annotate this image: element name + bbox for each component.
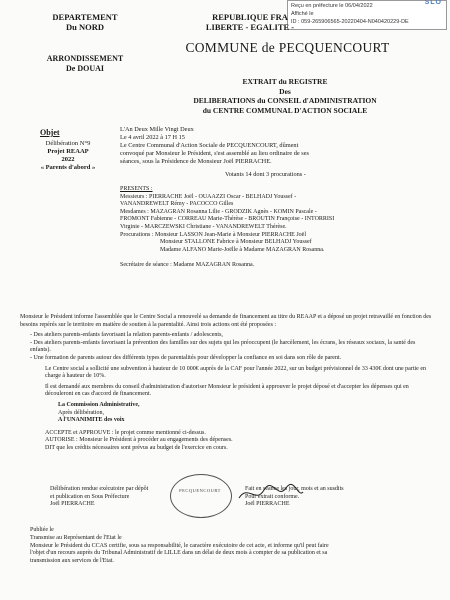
department-title: DEPARTEMENT <box>52 12 118 22</box>
register-extract-heading <box>150 77 420 115</box>
procurations-3: Madame ALFANO Marie-Joëlle à Madame MAZAGRAN Rosanna. <box>160 246 325 253</box>
decision-accepte: ACCEPTE et APPROUVE : le projet comme mentionné ci-dessus. <box>45 429 206 436</box>
body-paragraph-1: Monsieur le Président informe l'assemblée que le Centre Social a renouvelé sa demande de financement au titre du REAAP et a déposé un projet retravaillé en fonction des besoins repérés sur le territoire en matière de soutien à la parentalité. Ainsi trois actions ont été proposées : <box>20 314 432 328</box>
procurations-2: Monsieur STALLONE Fabrice à Monsieur BELHADJ Youssef <box>160 239 312 246</box>
after-deliberation: Après délibération, <box>58 409 104 416</box>
commission-label: La Commission Administrative, <box>58 401 140 408</box>
body-action-2: - Des ateliers parents-enfants favorisant la prévention des familles sur des sujets qui les préoccupent (le harcèlement, les écrans, les réseaux sociaux, la santé des enfants). <box>30 339 416 354</box>
arrondissement-name: De DOUAI <box>66 64 104 73</box>
session-certification <box>245 486 395 509</box>
presents-mesdames-2: FROMONT Fabienne - CORREAU Marie-Thérèse - BROUTIN Françoise - INTORRISI <box>120 216 335 223</box>
intro-text-1: Le Centre Communal d'Action Sociale de PECQUENCOURT, dûment <box>120 142 299 149</box>
attendance-block <box>120 186 430 270</box>
department-block <box>20 12 150 32</box>
footer-certify-3: transmission aux services de l'Etat. <box>30 558 114 565</box>
footer-transmitted: Transmise au Représentant de l'Etat le <box>30 534 122 541</box>
presents-mesdames-3: Virginie - MARCZEWSKI Christiane - VANANDREWELT Thérèse. <box>120 223 287 230</box>
intro-text-2: convoqué par Monsieur le Président, s'est assemblé au lieu ordinaire de ses <box>120 150 309 157</box>
objet-subtitle: « Parents d'abord » <box>40 164 96 171</box>
stamp-line-posted: Affiché le <box>291 11 314 17</box>
extract-line-4: du CENTRE COMMUNAL D'ACTION SOCIALE <box>202 105 368 115</box>
meeting-intro <box>120 126 420 166</box>
stamp-mark: SLO <box>424 0 442 6</box>
republic-title: REPUBLIQUE FRA <box>212 12 288 22</box>
deliberation-body <box>20 314 435 453</box>
decision-autorise: AUTORISE : Monsieur le Président à procéder au engagements des dépenses. <box>45 437 233 444</box>
decision-dit: DIT que les crédits nécessaires sont prévus au budget de l'exercice en cours. <box>45 444 228 451</box>
cert-left-signatory: Joël PIERRACHE <box>50 501 95 507</box>
cert-right-line-1: Fait en séance les jour, mois et an susdits <box>245 486 344 492</box>
intro-year: L'An Deux Mille Vingt Deux <box>120 126 194 133</box>
arrondissement-block <box>20 54 150 74</box>
official-seal <box>170 474 232 518</box>
objet-block <box>22 140 114 172</box>
prefecture-receipt-stamp <box>287 0 447 30</box>
arrondissement-title: ARRONDISSEMENT <box>46 54 124 63</box>
body-action-1: - Des ateliers parents-enfants favorisant la relation parents-enfants / adolescents, <box>30 332 223 339</box>
extract-line-2: Des <box>279 86 291 96</box>
cert-right-line-2: Pour extrait conforme. <box>245 493 300 500</box>
presents-label: PRESENTS : <box>120 186 153 192</box>
extract-line-3: DELIBERATIONS du CONSEIL d'ADMINISTRATION <box>193 96 377 105</box>
objet-year: 2022 <box>61 156 75 163</box>
republic-block <box>190 12 310 32</box>
official-seal-text: PECQUENCOURT <box>179 488 221 493</box>
unanimity: A l'UNANIMITE des voix <box>58 417 125 424</box>
procurations-1: Procurations : Monsieur LASSON Jean-Marie à Monsieur PIERRACHE Joël <box>120 231 306 238</box>
cert-left-line-1: Délibération rendue exécutoire par dépôt <box>50 486 149 492</box>
body-action-3: - Une formation de parents autour des différents types de parentalités pour développer la confiance en soi dans son rôle de parent. <box>30 354 342 361</box>
votants-count: Votants 14 dont 3 procurations - <box>225 171 306 178</box>
republic-motto: LIBERTE - EGALITE - <box>205 22 295 32</box>
footer-certify-2: l'objet d'un recours auprès du Tribunal Administratif de LILLE dans un délai de deux mois à compter de sa publication et sa <box>30 550 328 557</box>
department-name: Du NORD <box>65 22 105 32</box>
cert-left-line-2: et publication en Sous Préfecture <box>50 493 130 500</box>
commune-title: COMMUNE de PECQUENCOURT <box>185 40 390 55</box>
stamp-line-id: ID : 059-265906565-20220404-N040420229-DE <box>291 19 409 25</box>
presents-messieurs: Messieurs : PIERRACHE Joël - OUAAZZI Oscar - BELHADJ Youssef - <box>120 193 297 200</box>
extract-line-1: EXTRAIT du REGISTRE <box>242 77 328 86</box>
footer-certify-1: Monsieur le Président du CCAS certifie, sous sa responsabilité, le caractère exécutoire de cet acte, et informe qu'il peut faire <box>30 542 329 549</box>
objet-label: Objet <box>40 128 60 137</box>
body-paragraph-2: Le Centre social a sollicité une subvention à hauteur de 10 000€ auprès de la CAF pour l'année 2022, sur un budget prévisionnel de 33 430€ dont une partie en charge à hauteur de 10%. <box>45 365 426 380</box>
body-paragraph-3: Il est demandé aux membres du conseil d'administration d'autoriser Monsieur le président à approuver le projet déposé et d'accepter les dépenses qui en découleront en cas d'accord de financement. <box>45 383 409 398</box>
publication-footer <box>30 527 440 566</box>
objet-deliberation-number: Délibération N°9 <box>45 140 91 147</box>
intro-text-3: séances, sous la Présidence de Monsieur Joël PIERRACHE. <box>120 158 272 165</box>
intro-date: Le 4 avril 2022 à 17 H 15 <box>120 134 185 141</box>
session-secretary: Secrétaire de séance : Madame MAZAGRAN Rosanna. <box>120 262 255 269</box>
cert-right-signatory: Joël PIERRACHE <box>245 501 290 507</box>
presents-mesdames: Mesdames : MAZAGRAN Rosanna Lilie - GRODZIK Agnès - KOMIN Pascale - <box>120 208 317 215</box>
presents-messieurs-2: VANANDREWELT Rémy - PACOCCO Gilles <box>120 201 234 208</box>
stamp-line-received: Reçu en préfecture le 06/04/2022 <box>291 3 373 9</box>
footer-published: Publiée le <box>30 527 54 533</box>
objet-project: Projet REAAP <box>47 148 89 155</box>
